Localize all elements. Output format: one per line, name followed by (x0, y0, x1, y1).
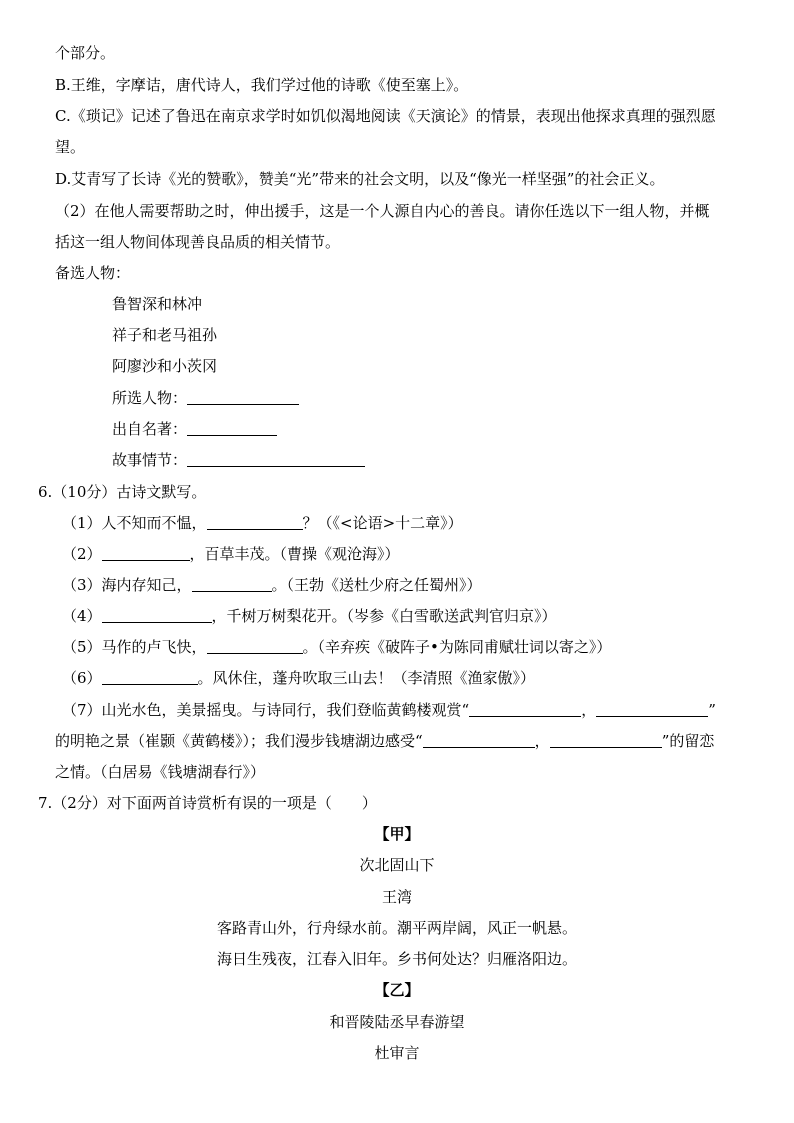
source-book-row (112, 418, 277, 440)
q5-option-c-line1: C.《琐记》记述了鲁迅在南京求学时如饥似渴地阅读《天演论》的情景，表现出他探求真理的强烈愿 (55, 107, 716, 125)
source-book-label: 出自名著： (112, 420, 188, 438)
q6-line-3-source: 。（王勃《送杜少府之任蜀州》） (271, 576, 482, 594)
q6-line-3 (62, 574, 482, 596)
poem-jia-line-2: 海日生残夜，江春入旧年。乡书何处达？归雁洛阳边。 (216, 950, 577, 968)
q6-blank-6[interactable] (102, 669, 198, 685)
q5-tail-text: 个部分。 (55, 44, 116, 62)
q6-line-4-text: ，千树万树梨花开。（岑参《白雪歌送武判官归京》） (211, 607, 557, 625)
q6-line-7-text: （7）山光水色，美景摇曳。与诗同行，我们登临黄鹤楼观赏“ (62, 701, 470, 719)
q6-line-2-text: ，百草丰茂。（曹操《观沧海》） (189, 545, 400, 563)
q5-option-b: B.王维，字摩诘，唐代诗人，我们学过他的诗歌《使至塞上》。 (55, 76, 469, 94)
poem-jia-marker: 【甲】 (374, 825, 420, 843)
q7-heading: 7.（2分）对下面两首诗赏析有误的一项是（ ） (38, 794, 377, 812)
q6-blank-7a[interactable] (469, 701, 581, 717)
poem-jia-title: 次北固山下 (359, 856, 435, 874)
q6-blank-7b[interactable] (596, 701, 708, 717)
plot-label: 故事情节： (112, 451, 188, 469)
q6-heading: 6.（10分）古诗文默写。 (38, 483, 207, 501)
chosen-character-row (112, 387, 299, 409)
q6-line-9: 之情。（白居易《钱塘湖春行》） (55, 763, 266, 781)
q6-line-2-num: （2） (62, 545, 102, 563)
q6-line-8 (55, 730, 714, 752)
q5-sub2-line2: 括这一组人物间体现善良品质的相关情节。 (55, 233, 341, 251)
q6-blank-3[interactable] (192, 576, 272, 592)
q6-line-7-comma: ， (581, 701, 597, 719)
chosen-character-label: 所选人物： (112, 389, 188, 407)
q6-line-7-quote: ” (708, 701, 716, 719)
q6-line-8-comma: ， (534, 732, 550, 750)
q6-blank-5[interactable] (207, 638, 303, 654)
q6-line-4-num: （4） (62, 607, 102, 625)
q5-option-d: D.艾青写了长诗《光的赞歌》，赞美“光”带来的社会文明，以及“像光一样坚强”的社会正义。 (55, 170, 665, 188)
source-book-blank[interactable] (187, 420, 277, 436)
q6-line-2 (62, 543, 400, 565)
q6-line-1 (62, 512, 463, 534)
q6-line-3-text: （3）海内存知己， (62, 576, 192, 594)
q6-blank-2[interactable] (102, 545, 190, 561)
q5-option-c-line2: 望。 (55, 138, 86, 156)
q5-sub2-line1: （2）在他人需要帮助之时，伸出援手，这是一个人源自内心的善良。请你任选以下一组人物，并概 (55, 202, 710, 220)
q6-line-1-source: ？（《<论语>十二章》） (302, 514, 463, 532)
q6-blank-8a[interactable] (423, 732, 535, 748)
plot-row (112, 449, 365, 471)
chosen-character-blank[interactable] (187, 389, 299, 405)
q6-line-1-text: （1）人不知而不愠， (62, 514, 207, 532)
plot-blank[interactable] (187, 451, 365, 467)
q6-line-8-text: 的明艳之景（崔颢《黄鹤楼》）；我们漫步钱塘湖边感受“ (55, 732, 423, 750)
q6-line-8-tail: ”的留恋 (661, 732, 715, 750)
q6-line-5-text: （5）马作的卢飞快， (62, 638, 207, 656)
q6-blank-8b[interactable] (550, 732, 662, 748)
q6-line-7 (62, 699, 716, 721)
poem-jia-author: 王湾 (381, 888, 412, 906)
candidate-item: 阿廖沙和小茨冈 (112, 357, 218, 375)
q6-line-4 (62, 605, 557, 627)
poem-yi-marker: 【乙】 (374, 981, 420, 999)
q6-line-6 (62, 667, 535, 689)
poem-yi-author: 杜审言 (374, 1044, 420, 1062)
q6-line-5 (62, 636, 611, 658)
candidates-label: 备选人物： (55, 264, 131, 282)
q6-blank-4[interactable] (102, 607, 212, 623)
q6-line-5-source: 。（辛弃疾《破阵子•为陈同甫赋壮词以寄之》） (302, 638, 612, 656)
candidate-item: 祥子和老马祖孙 (112, 326, 218, 344)
poem-yi-title: 和晋陵陆丞早春游望 (329, 1013, 465, 1031)
poem-jia-line-1: 客路青山外，行舟绿水前。潮平两岸阔，风正一帆悬。 (216, 919, 577, 937)
q6-line-6-num: （6） (62, 669, 102, 687)
candidate-item: 鲁智深和林冲 (112, 295, 203, 313)
q6-line-6-text: 。风休住，蓬舟吹取三山去！（李清照《渔家傲》） (197, 669, 536, 687)
q6-blank-1[interactable] (207, 514, 303, 530)
